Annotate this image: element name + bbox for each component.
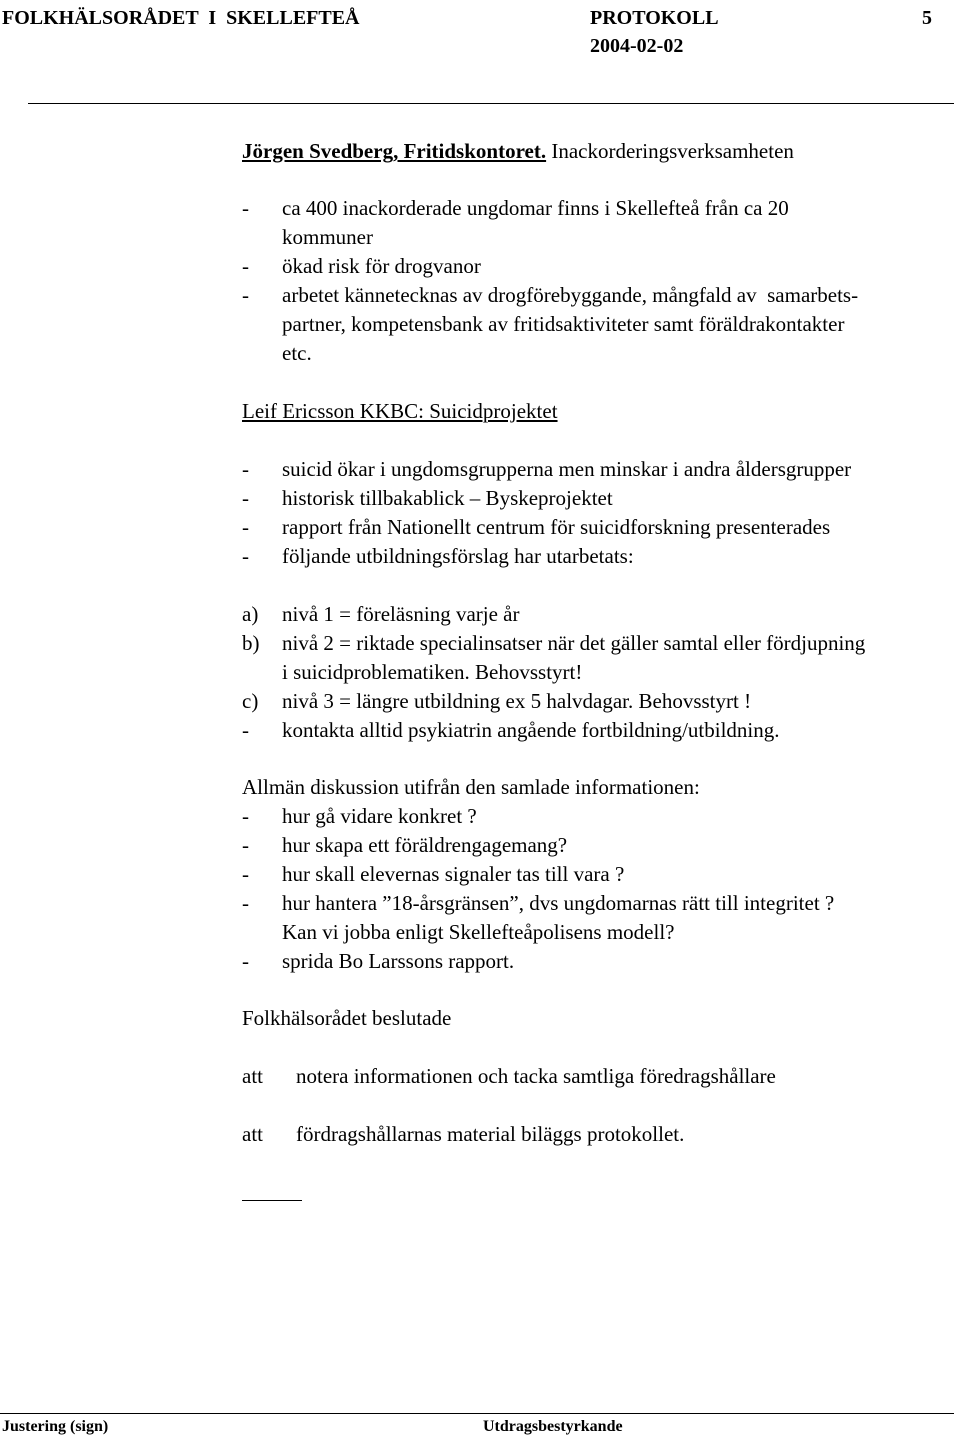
footer-utdragsbestyrkande: Utdragsbestyrkande [483,1418,623,1435]
level-marker: b) [242,631,260,655]
header-org: FOLKHÄLSORÅDET I SKELLEFTEÅ [2,7,360,29]
level-item: nivå 2 = riktade specialinsatser när det gäller samtal eller fördjupning [282,631,866,655]
list-item: rapport från Nationellt centrum för suicidforskning presenterades [282,515,831,539]
list-item-continuation: partner, kompetensbank av fritidsaktiviteter samt föräldrakontakter [282,312,845,336]
level-item: kontakta alltid psykiatrin angående fortbildning/utbildning. [282,718,780,742]
list-dash: - [242,891,249,915]
decision-att: att [242,1122,263,1146]
list-item: sprida Bo Larssons rapport. [282,949,515,973]
list-dash: - [242,254,249,278]
level-marker: c) [242,689,259,713]
discussion-intro: Allmän diskussion utifrån den samlade informationen: [242,775,700,799]
decision-item: fördragshållarnas material biläggs protokollet. [296,1122,685,1146]
section2-heading: Leif Ericsson KKBC: Suicidprojektet [242,399,558,423]
list-item: ökad risk för drogvanor [282,254,481,278]
list-dash: - [242,515,249,539]
list-item: hur skall elevernas signaler tas till vara ? [282,862,625,886]
list-item: följande utbildningsförslag har utarbetats: [282,544,634,568]
list-dash: - [242,196,249,220]
section1-topic: Inackorderingsverksamheten [546,139,794,163]
decision-item: notera informationen och tacka samtliga föredragshållare [296,1064,776,1088]
list-dash: - [242,949,249,973]
list-item: hur skapa ett föräldrengagemang? [282,833,568,857]
section1-heading [242,141,794,162]
list-item: ca 400 inackorderade ungdomar finns i Skellefteå från ca 20 [282,196,789,220]
list-item: arbetet kännetecknas av drogförebyggande, mångfald av samarbets- [282,283,859,307]
section1-speaker: Jörgen Svedberg, Fritidskontoret. [242,139,547,163]
end-rule [242,1200,302,1201]
level-item: nivå 1 = föreläsning varje år [282,602,520,626]
page-number: 5 [922,7,932,29]
list-dash: - [242,457,249,481]
footer-justering: Justering (sign) [2,1418,109,1435]
level-marker: - [242,718,249,742]
decision-att: att [242,1064,263,1088]
header-doc-type: PROTOKOLL [590,7,719,29]
header-rule [28,103,954,104]
list-item: hur gå vidare konkret ? [282,804,477,828]
list-dash: - [242,283,249,307]
level-item-continuation: i suicidproblematiken. Behovsstyrt! [282,660,583,684]
list-item-continuation: kommuner [282,225,373,249]
list-dash: - [242,804,249,828]
list-dash: - [242,833,249,857]
header-date: 2004-02-02 [590,35,684,57]
footer-rule [0,1413,954,1414]
level-marker: a) [242,602,259,626]
list-item-continuation: Kan vi jobba enligt Skellefteåpolisens modell? [282,920,675,944]
list-item-continuation: etc. [282,341,312,365]
list-dash: - [242,862,249,886]
list-item: suicid ökar i ungdomsgrupperna men minskar i andra åldersgrupper [282,457,852,481]
list-item: historisk tillbakablick – Byskeprojektet [282,486,613,510]
list-item: hur hantera ”18-årsgränsen”, dvs ungdomarnas rätt till integritet ? [282,891,835,915]
list-dash: - [242,544,249,568]
level-item: nivå 3 = längre utbildning ex 5 halvdagar. Behovsstyrt ! [282,689,752,713]
list-dash: - [242,486,249,510]
decision-heading: Folkhälsorådet beslutade [242,1006,452,1030]
